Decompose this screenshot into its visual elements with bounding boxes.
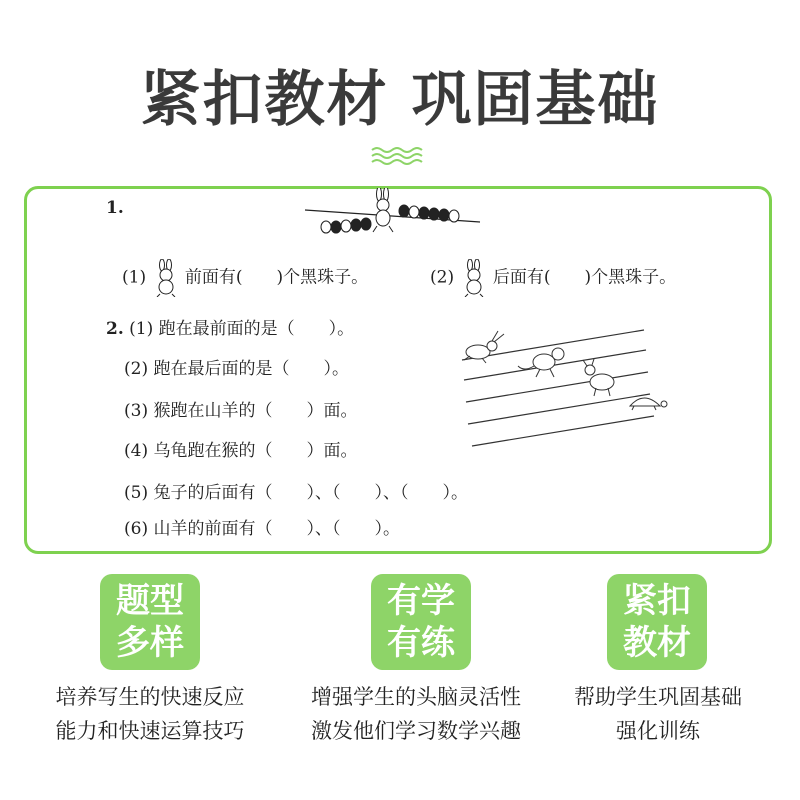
question-2-item-1 [106, 314, 354, 339]
question-2-item-4 [124, 436, 358, 461]
item-text: 乌龟跑在猴的（ ）面。 [153, 441, 358, 461]
page-title: 紧扣教材 巩固基础 [140, 65, 660, 135]
bead-string [300, 188, 490, 238]
item-text: 兔子的后面有（ ）、（ ）、（ ）。 [153, 483, 468, 503]
feature-description-2 [286, 680, 546, 748]
badge-line-2: 多样 [116, 623, 184, 663]
desc-line-2: 能力和快速运算技巧 [55, 719, 245, 743]
item-number: (3) [124, 401, 149, 421]
bunny-icon [152, 259, 180, 297]
feature-badge-2 [371, 574, 471, 670]
goat-figure [583, 359, 614, 396]
part-number: (1) [122, 267, 147, 288]
desc-line-2: 强化训练 [616, 719, 700, 743]
item-number: (5) [124, 483, 149, 503]
badge-line-2: 教材 [623, 623, 691, 663]
item-number: (2) [124, 359, 149, 379]
question-2-item-2 [124, 354, 349, 379]
badge-line-1: 题型 [116, 581, 184, 621]
desc-line-1: 增强学生的头脑灵活性 [311, 685, 521, 709]
question-2-number: 2. [106, 319, 124, 339]
desc-line-1: 帮助学生巩固基础 [574, 685, 742, 709]
part-text: 后面有( )个黑珠子。 [492, 267, 677, 288]
item-text: 跑在最前面的是（ ）。 [158, 319, 355, 339]
bunny-icon [460, 259, 488, 297]
part-text: 前面有( )个黑珠子。 [184, 267, 369, 288]
question-2-item-5 [124, 478, 468, 503]
monkey-figure [518, 348, 564, 377]
badge-line-1: 紧扣 [623, 581, 691, 621]
item-number: (4) [124, 441, 149, 461]
question-2-item-6 [124, 514, 400, 539]
badge-line-2: 有练 [387, 623, 455, 663]
question-1-part-1 [122, 259, 368, 297]
item-text: 跑在最后面的是（ ）。 [153, 359, 349, 379]
desc-line-1: 培养写生的快速反应 [55, 685, 245, 709]
question-1-part-2 [430, 259, 676, 297]
item-number: (6) [124, 519, 149, 539]
desc-line-2: 激发他们学习数学兴趣 [311, 719, 521, 743]
feature-description-1 [20, 680, 280, 748]
feature-badge-1 [100, 574, 200, 670]
feature-badge-3 [607, 574, 707, 670]
turtle-figure [630, 398, 667, 410]
question-1-number: 1. [106, 198, 124, 218]
item-text: 猴跑在山羊的（ ）面。 [153, 401, 358, 421]
feature-description-3 [528, 680, 788, 748]
item-number: (1) [129, 319, 154, 339]
question-2-item-3 [124, 396, 358, 421]
item-text: 山羊的前面有（ ）、（ ）。 [153, 519, 400, 539]
wave-icon [368, 146, 428, 166]
running-animals [452, 320, 682, 450]
badge-line-1: 有学 [387, 581, 455, 621]
part-number: (2) [430, 267, 455, 288]
